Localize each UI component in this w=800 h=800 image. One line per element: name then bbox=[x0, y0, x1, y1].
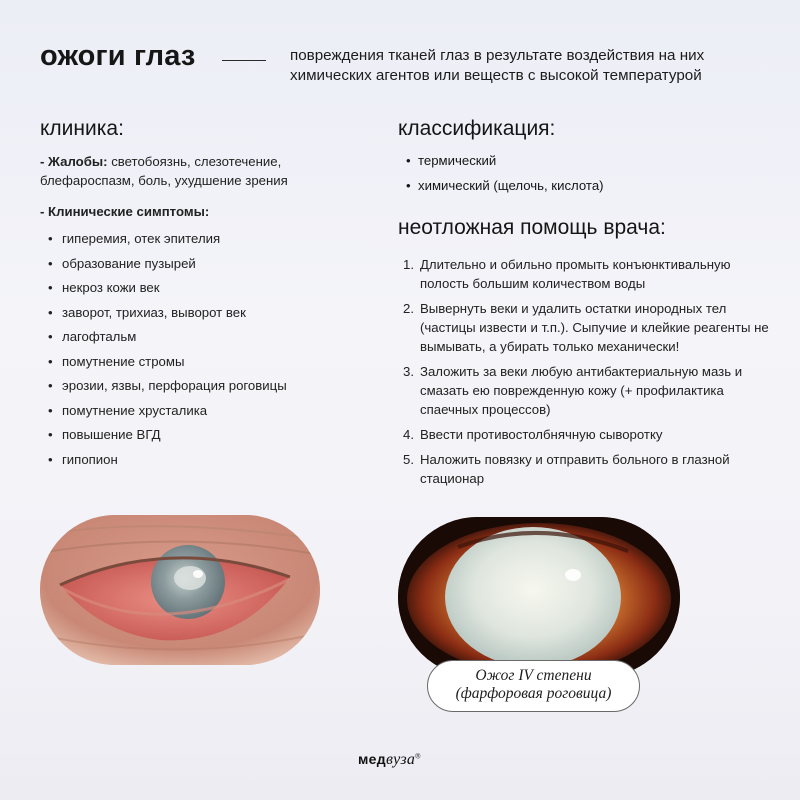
list-item: • химический (щелочь, кислота) bbox=[406, 178, 604, 193]
registered-icon: ® bbox=[415, 753, 421, 761]
complaints-label: - Жалобы: bbox=[40, 154, 108, 169]
porcelain-cornea-illustration bbox=[398, 517, 680, 677]
classification-list bbox=[400, 151, 604, 201]
emergency-heading: неотложная помощь врача: bbox=[398, 216, 666, 239]
bullet-icon: • bbox=[48, 255, 53, 271]
step-item: 5. Наложить повязку и отправить больного в глазной стационар bbox=[403, 452, 730, 486]
step-item: 2. Вывернуть веки и удалить остатки инородных тел (частицы извести и т.п.). Сыпучие и клейкие реагенты не вымывать, а убирать только механически! bbox=[403, 301, 769, 354]
page-subtitle: повреждения тканей глаз в результате воздействия на них химических агентов или веществ с высокой температурой bbox=[290, 47, 705, 84]
step-number: 5. bbox=[403, 452, 414, 467]
symptoms-label: - Клинические симптомы: bbox=[40, 204, 210, 219]
bullet-icon: • bbox=[48, 402, 53, 418]
list-item: • термический bbox=[406, 153, 497, 168]
brand-part-2: вуза bbox=[385, 751, 416, 768]
step-number: 1. bbox=[403, 257, 414, 272]
caption-line-1: Ожог IV степени bbox=[475, 667, 592, 684]
bullet-icon: • bbox=[48, 378, 53, 393]
bullet-icon: • bbox=[48, 451, 53, 467]
bullet-icon: • bbox=[48, 427, 53, 442]
list-item: • помутнение стромы bbox=[48, 353, 185, 369]
bullet-icon: • bbox=[48, 280, 53, 295]
list-item: • заворот, трихиаз, выворот век bbox=[48, 304, 246, 320]
page-title: ожоги глаз bbox=[40, 40, 196, 72]
list-item: • повышение ВГД bbox=[48, 427, 161, 442]
brand-part-1: мед bbox=[358, 751, 386, 767]
list-item: • некроз кожи век bbox=[48, 280, 160, 295]
step-number: 4. bbox=[403, 427, 414, 442]
clinic-heading: клиника: bbox=[40, 117, 124, 140]
title-divider bbox=[222, 60, 266, 61]
step-number: 3. bbox=[403, 364, 414, 379]
bullet-icon: • bbox=[406, 178, 411, 193]
list-item: • образование пузырей bbox=[48, 255, 196, 271]
clinic-section bbox=[40, 152, 360, 474]
list-item: • гипопион bbox=[48, 451, 118, 467]
complaints bbox=[40, 152, 360, 190]
porcelain-cornea-photo bbox=[398, 517, 680, 677]
bullet-icon: • bbox=[48, 304, 53, 320]
symptoms-list bbox=[40, 229, 360, 474]
caption-line-2: (фарфоровая роговица) bbox=[455, 685, 612, 702]
step-item: 4. Ввести противостолбнячную сыворотку bbox=[403, 427, 663, 442]
photo-caption bbox=[427, 660, 640, 712]
eye-burn-photo bbox=[40, 515, 320, 665]
bullet-icon: • bbox=[48, 231, 53, 246]
step-item: 1. Длительно и обильно промыть конъюнктивальную полость большим количеством воды bbox=[403, 257, 731, 291]
step-number: 2. bbox=[403, 301, 414, 316]
classification-heading: классификация: bbox=[398, 117, 556, 140]
emergency-steps bbox=[400, 255, 770, 494]
brand-logo bbox=[358, 751, 421, 769]
bullet-icon: • bbox=[48, 329, 53, 344]
complaints-text: светобоязнь, слезотечение, блефароспазм, боль, ухудшение зрения bbox=[40, 154, 288, 188]
list-item: • лагофтальм bbox=[48, 329, 137, 344]
bullet-icon: • bbox=[48, 353, 53, 369]
list-item: • гиперемия, отек эпителия bbox=[48, 231, 221, 246]
step-item: 3. Заложить за веки любую антибактериальную мазь и смазать ею поврежденную кожу (+ профилактика спаечных процессов) bbox=[403, 364, 743, 417]
list-item: • помутнение хрусталика bbox=[48, 402, 208, 418]
bullet-icon: • bbox=[406, 153, 411, 168]
list-item: • эрозии, язвы, перфорация роговицы bbox=[48, 378, 287, 393]
eye-burn-illustration bbox=[40, 515, 320, 665]
